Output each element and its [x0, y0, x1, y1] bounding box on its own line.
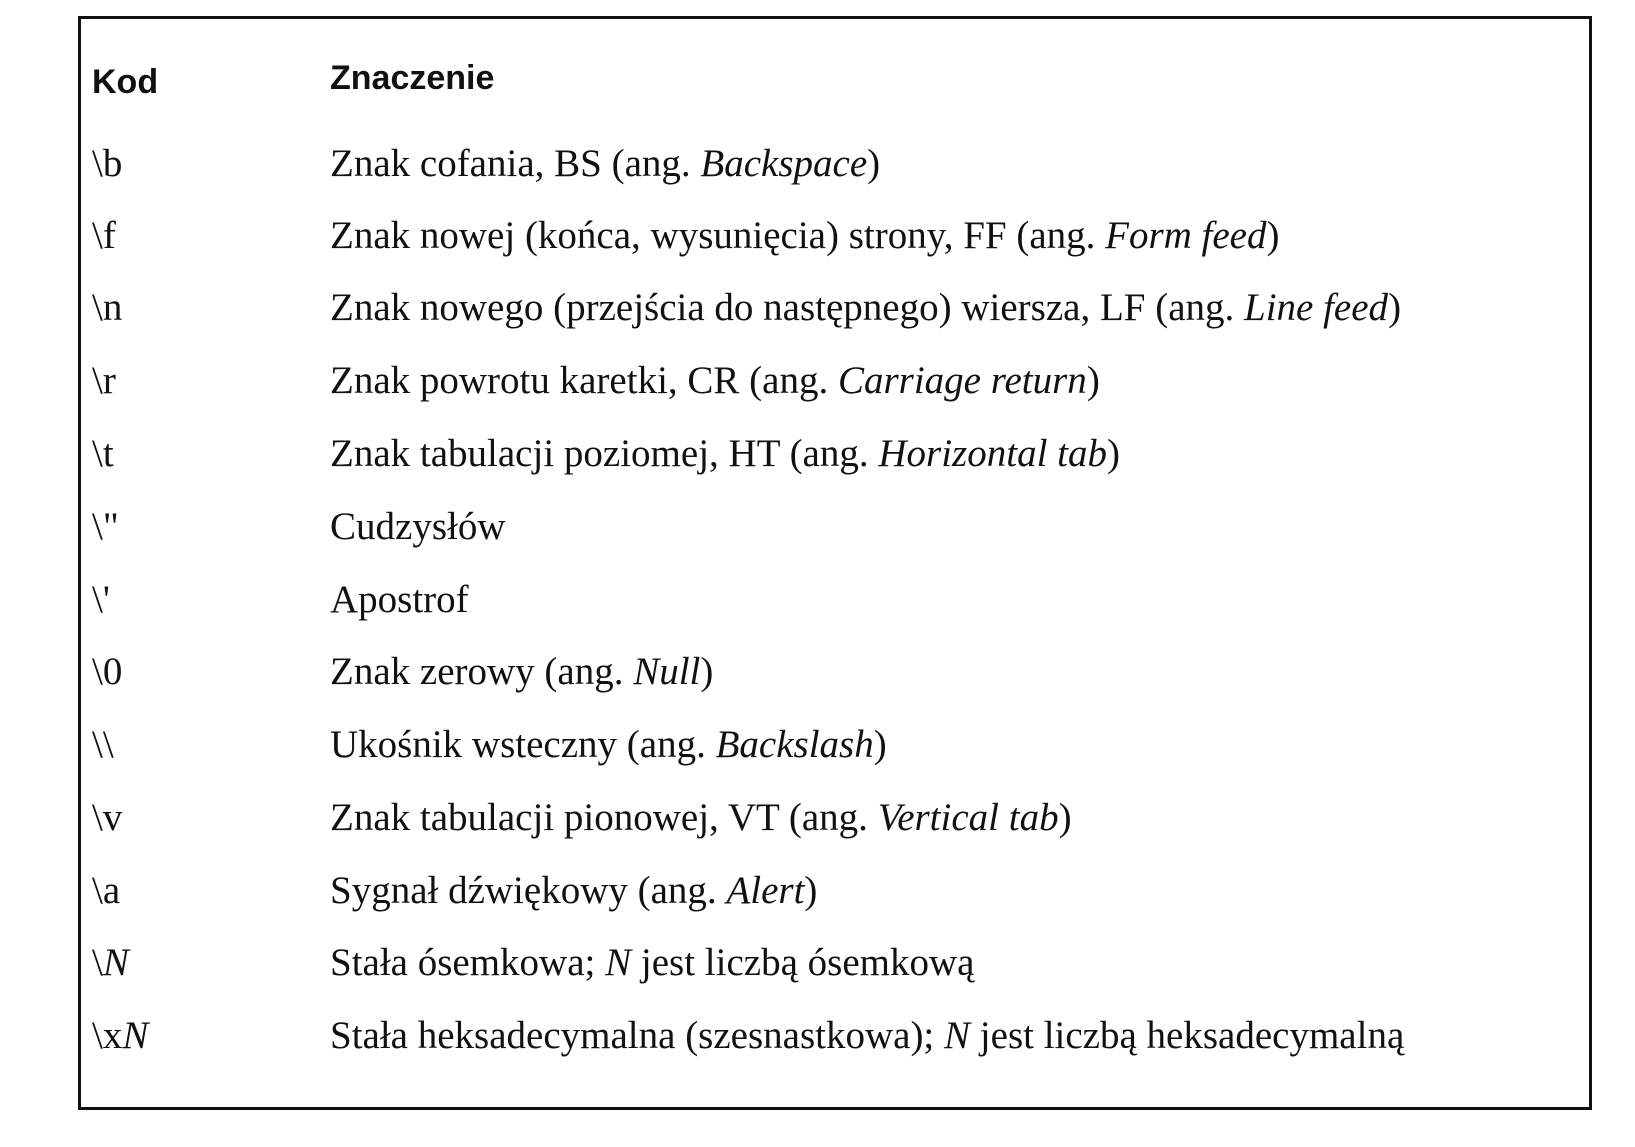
escape-meaning: Znak powrotu karetki, CR (ang. Carriage return): [330, 359, 1100, 402]
escape-meaning: Stała ósemkowa; N jest liczbą ósemkową: [330, 941, 975, 984]
escape-code: \": [92, 505, 119, 548]
escape-meaning: Znak zerowy (ang. Null): [330, 650, 714, 693]
escape-code: \': [92, 578, 110, 621]
table-row: [0, 284, 1635, 344]
escape-code: \f: [92, 214, 116, 257]
table-row: [0, 939, 1635, 999]
escape-code: \a: [92, 869, 121, 912]
escape-meaning: Znak tabulacji pionowej, VT (ang. Vertical tab): [330, 796, 1072, 839]
escape-code: \b: [92, 142, 123, 185]
column-header-code: Kod: [92, 63, 159, 101]
escape-meaning: Stała heksadecymalna (szesnastkowa); N jest liczbą heksadecymalną: [330, 1014, 1405, 1057]
escape-meaning: Znak nowej (końca, wysunięcia) strony, FF (ang. Form feed): [330, 214, 1280, 257]
table-row: [0, 357, 1635, 417]
escape-code: \0: [92, 650, 123, 693]
escape-code: \\: [92, 723, 114, 766]
table-row: [0, 140, 1635, 200]
escape-code: \N: [92, 941, 129, 984]
table-row: [0, 212, 1635, 272]
table-row: [0, 648, 1635, 708]
column-header-meaning: Znaczenie: [330, 59, 495, 97]
table-row: [0, 721, 1635, 781]
escape-code: \v: [92, 796, 123, 839]
escape-code: \n: [92, 286, 123, 329]
table-row: [0, 576, 1635, 636]
escape-meaning: Apostrof: [330, 578, 469, 621]
table-row: [0, 430, 1635, 490]
table-row: [0, 867, 1635, 927]
escape-code: \xN: [92, 1014, 149, 1057]
escape-meaning: Znak nowego (przejścia do następnego) wiersza, LF (ang. Line feed): [330, 286, 1402, 329]
escape-code: \r: [92, 359, 116, 402]
escape-meaning: Znak cofania, BS (ang. Backspace): [330, 142, 881, 185]
escape-meaning: Ukośnik wsteczny (ang. Backslash): [330, 723, 887, 766]
table-row: [0, 794, 1635, 854]
escape-meaning: Cudzysłów: [330, 505, 506, 548]
table-row: [0, 503, 1635, 563]
escape-meaning: Znak tabulacji poziomej, HT (ang. Horizontal tab): [330, 432, 1120, 475]
escape-meaning: Sygnał dźwiękowy (ang. Alert): [330, 869, 818, 912]
table-row: [0, 1012, 1635, 1072]
escape-code: \t: [92, 432, 114, 475]
